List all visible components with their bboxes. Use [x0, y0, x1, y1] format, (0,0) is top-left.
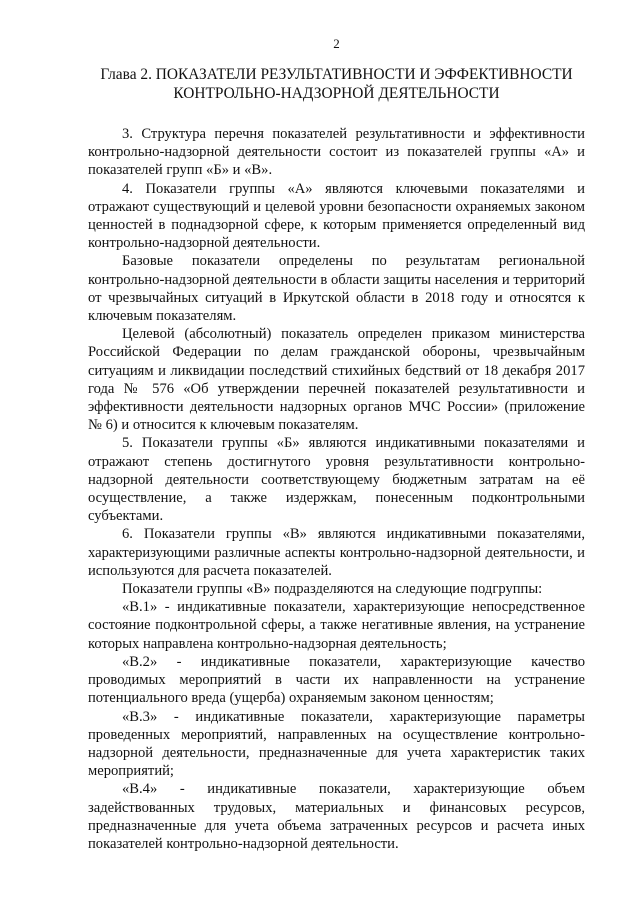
paragraph-6-group-v: 6. Показатели группы «В» являются индикативными показателями, характеризующими различные аспекты контрольно-надзорной деятельности, и используются для расчета показателей.: [88, 526, 585, 579]
page-number: 2: [333, 36, 340, 51]
chapter-title-line-2: КОНТРОЛЬНО-НАДЗОРНОЙ ДЕЯТЕЛЬНОСТИ: [173, 85, 500, 102]
paragraph-base-indicators: Базовые показатели определены по результатам региональной контрольно-надзорной деятельности в области защиты населения и территорий от чрезвычайных ситуаций в Иркутской области в 2018 году и относятся к ключевым показателям.: [88, 253, 585, 325]
paragraph-5-group-b: 5. Показатели группы «Б» являются индикативными показателями и отражают степень достигнутого уровня результативности контрольно-надзорной деятельности соответствующему бюджетным затратам на её осуществление, а также издержкам, понесенным подконтрольными субъектами.: [88, 435, 585, 525]
paragraph-subgroups-intro: Показатели группы «В» подразделяются на следующие подгруппы:: [122, 581, 543, 598]
paragraph-subgroup-v2: «В.2» - индикативные показатели, характеризующие качество проводимых мероприятий в части их направленности на устранение потенциального вреда (ущерба) охраняемым законом ценностям;: [88, 653, 585, 707]
chapter-title-line-1: Глава 2. ПОКАЗАТЕЛИ РЕЗУЛЬТАТИВНОСТИ И ЭФФЕКТИВНОСТИ: [100, 66, 573, 83]
paragraph-subgroup-v4: «В.4» - индикативные показатели, характеризующие объем задействованных трудовых, материальных и финансовых ресурсов, предназначенные для учета объема затраченных ресурсов и расчета иных показателей контрольно-надзорной деятельности.: [88, 781, 585, 852]
paragraph-target-indicator: Целевой (абсолютный) показатель определен приказом министерства Российской Федерации по делам гражданской обороны, чрезвычайным ситуациям и ликвидации последствий стихийных бедствий от 18 декабря 2017 года № 576 «Об утверждении перечней показателей результативности и эффективности деятельности надзорных органов МЧС России» (приложение № 6) и относится к ключевым показателям.: [88, 326, 585, 434]
paragraph-subgroup-v3: «В.3» - индикативные показатели, характеризующие параметры проведенных мероприятий, направленных на осуществление контрольно-надзорной деятельности, предназначенные для учета характеристик таких мероприятий;: [88, 708, 585, 780]
paragraph-subgroup-v1: «В.1» - индикативные показатели, характеризующие непосредственное состояние подконтрольной сферы, а также негативные явления, на устранение которых направлена контрольно-надзорная деятельность;: [88, 599, 585, 652]
paragraph-4-group-a: 4. Показатели группы «А» являются ключевыми показателями и отражают существующий и целевой уровни безопасности охраняемых законом ценностей в поднадзорной сфере, к которым применяется определенный вид контрольно-надзорной деятельности.: [88, 180, 585, 252]
body-text: [88, 125, 585, 853]
paragraph-3-structure: 3. Структура перечня показателей результативности и эффективности контрольно-надзорной деятельности состоит из показателей группы «А» и показателей групп «Б» и «В».: [88, 126, 585, 179]
chapter-title: [88, 65, 585, 103]
